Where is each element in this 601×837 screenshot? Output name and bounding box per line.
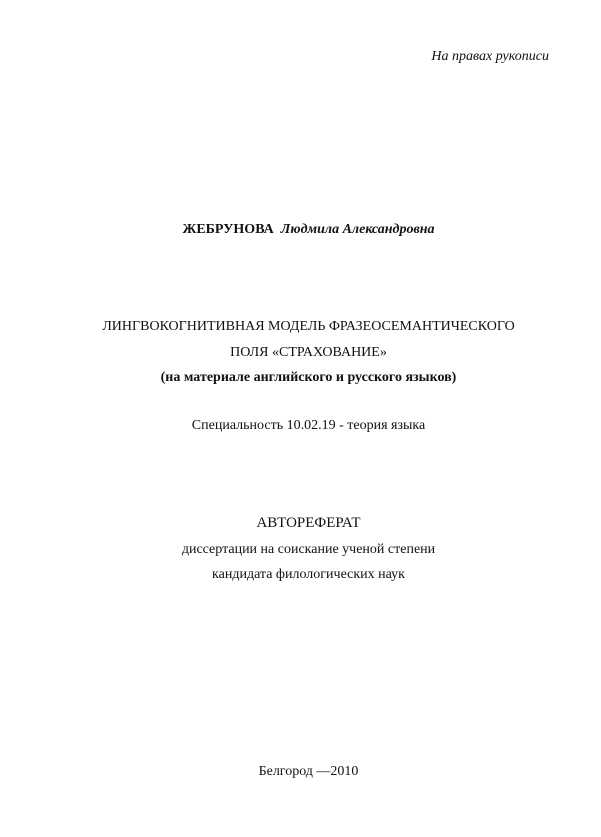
title-subtitle: (на материале английского и русского языков)	[160, 370, 457, 385]
abstract-label: АВТОРЕФЕРАТ	[256, 515, 361, 531]
city-year: Белгород —2010	[258, 764, 359, 779]
author-surname: ЖЕБРУНОВА	[182, 222, 274, 237]
dissertation-line-1: диссертации на соискание ученой степени	[181, 542, 436, 557]
rights-note: На правах рукописи	[431, 49, 549, 64]
author-name	[8, 221, 601, 239]
specialty: Специальность 10.02.19 - теория языка	[191, 418, 426, 433]
dissertation-line-2: кандидата филологических наук	[212, 567, 405, 582]
title-line-2: ПОЛЯ «СТРАХОВАНИЕ»	[230, 345, 387, 360]
author-given-names: Людмила Александровна	[280, 222, 435, 237]
title-line-1: ЛИНГВОКОГНИТИВНАЯ МОДЕЛЬ ФРАЗЕОСЕМАНТИЧЕСКОГО	[102, 319, 515, 334]
